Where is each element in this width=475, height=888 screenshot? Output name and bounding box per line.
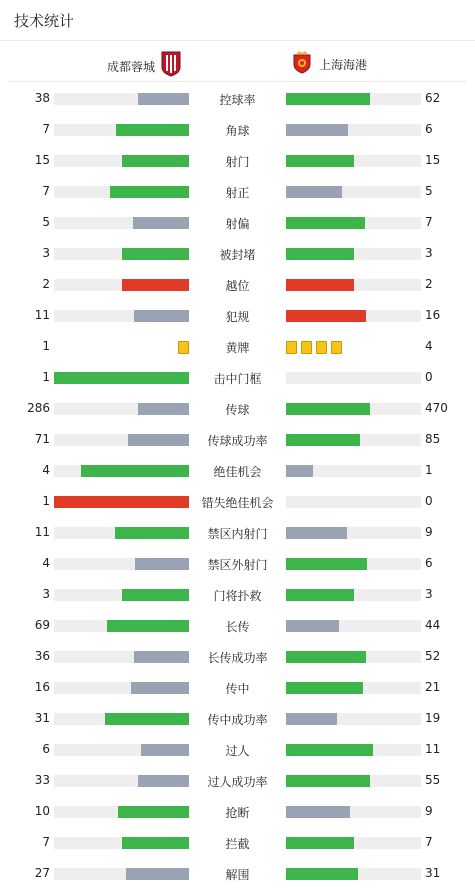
home-value: 5 <box>42 215 50 229</box>
stat-row <box>0 299 475 330</box>
stat-label: 过人 <box>225 744 250 758</box>
home-bar <box>105 713 189 725</box>
home-bar-track <box>54 837 189 849</box>
away-value: 2 <box>425 277 433 291</box>
away-bar-track <box>286 496 421 508</box>
stat-label: 长传 <box>225 620 250 634</box>
stat-row <box>0 795 475 826</box>
stat-row <box>0 640 475 671</box>
away-value: 15 <box>425 153 441 167</box>
stat-row <box>0 764 475 795</box>
stat-row <box>0 516 475 547</box>
stat-label: 黄牌 <box>225 341 250 355</box>
away-bar <box>286 682 363 694</box>
home-bar-track <box>54 558 189 570</box>
home-bar-track <box>54 465 189 477</box>
home-bar-track <box>54 434 189 446</box>
away-bar-track <box>286 806 421 818</box>
away-bar-track <box>286 744 421 756</box>
stat-row <box>0 144 475 175</box>
home-bar-track <box>54 775 189 787</box>
home-bar-track <box>54 279 189 291</box>
away-bar <box>286 744 373 756</box>
away-bar <box>286 93 370 105</box>
stat-label: 射门 <box>225 155 250 169</box>
home-value: 31 <box>34 711 50 725</box>
stat-row <box>0 857 475 888</box>
away-value: 3 <box>425 246 433 260</box>
stat-row <box>0 547 475 578</box>
home-bar <box>138 403 189 415</box>
away-bar <box>286 248 354 260</box>
yellow-card-icon <box>331 341 342 354</box>
stat-row <box>0 423 475 454</box>
home-bar-track <box>54 93 189 105</box>
away-bar-track <box>286 310 421 322</box>
away-bar-track <box>286 651 421 663</box>
away-bar <box>286 279 354 291</box>
home-bar <box>128 434 189 446</box>
away-bar-track <box>286 775 421 787</box>
home-bar <box>138 93 189 105</box>
away-value: 1 <box>425 463 433 477</box>
away-bar-track <box>286 527 421 539</box>
shanghai-port-crest-icon <box>291 50 313 78</box>
home-value: 33 <box>34 773 50 787</box>
home-bar <box>116 124 189 136</box>
away-value: 44 <box>425 618 441 632</box>
stat-row <box>0 826 475 857</box>
away-bar <box>286 651 366 663</box>
home-yellow-cards <box>178 341 189 354</box>
away-value: 31 <box>425 866 441 880</box>
yellow-card-icon <box>286 341 297 354</box>
home-bar <box>122 279 190 291</box>
away-bar <box>286 868 358 880</box>
stat-label: 犯规 <box>225 310 250 324</box>
away-value: 85 <box>425 432 441 446</box>
away-value: 5 <box>425 184 433 198</box>
away-bar-track <box>286 465 421 477</box>
stat-row <box>0 671 475 702</box>
home-bar <box>110 186 189 198</box>
home-value: 6 <box>42 742 50 756</box>
stat-row <box>0 578 475 609</box>
stat-row <box>0 237 475 268</box>
home-bar <box>134 651 189 663</box>
away-value: 6 <box>425 556 433 570</box>
away-value: 55 <box>425 773 441 787</box>
stat-label: 击中门框 <box>213 372 262 386</box>
home-bar-track <box>54 403 189 415</box>
away-value: 0 <box>425 494 433 508</box>
home-value: 15 <box>34 153 50 167</box>
away-bar <box>286 124 348 136</box>
away-bar-track <box>286 713 421 725</box>
stat-row <box>0 702 475 733</box>
away-bar <box>286 620 339 632</box>
home-bar <box>122 589 190 601</box>
yellow-card-icon <box>178 341 189 354</box>
home-bar <box>141 744 189 756</box>
stat-label: 传球成功率 <box>207 434 268 448</box>
home-value: 27 <box>34 866 50 880</box>
home-bar-track <box>54 248 189 260</box>
away-value: 470 <box>425 401 448 415</box>
away-value: 52 <box>425 649 441 663</box>
away-bar-track <box>286 124 421 136</box>
away-value: 11 <box>425 742 441 756</box>
stat-label: 传中成功率 <box>207 713 268 727</box>
chengdu-crest-icon <box>161 51 181 81</box>
stat-row <box>0 609 475 640</box>
home-bar-track <box>54 186 189 198</box>
home-value: 4 <box>42 556 50 570</box>
stat-label: 绝佳机会 <box>213 465 262 479</box>
away-bar-track <box>286 434 421 446</box>
home-bar-track <box>54 744 189 756</box>
away-bar <box>286 558 367 570</box>
home-bar <box>133 217 189 229</box>
away-value: 16 <box>425 308 441 322</box>
stat-label: 越位 <box>225 279 250 293</box>
stat-label: 控球率 <box>219 93 256 107</box>
home-bar-track <box>54 310 189 322</box>
stat-label: 被封堵 <box>219 248 256 262</box>
home-bar <box>122 837 190 849</box>
away-bar-track <box>286 279 421 291</box>
away-bar <box>286 155 354 167</box>
home-value: 11 <box>34 525 50 539</box>
stat-label: 禁区外射门 <box>207 558 268 572</box>
away-team-name: 上海海港 <box>319 57 368 72</box>
home-bar-track <box>54 713 189 725</box>
away-bar-track <box>286 217 421 229</box>
stat-label: 错失绝佳机会 <box>201 496 274 510</box>
stat-row <box>0 175 475 206</box>
away-bar <box>286 403 370 415</box>
away-value: 19 <box>425 711 441 725</box>
page-title: 技术统计 <box>14 12 75 30</box>
home-bar <box>122 248 190 260</box>
yellow-card-icon <box>316 341 327 354</box>
home-bar-track <box>54 868 189 880</box>
home-bar <box>54 372 189 384</box>
teams-header <box>8 41 467 82</box>
home-bar-track <box>54 651 189 663</box>
away-bar <box>286 837 354 849</box>
away-value: 0 <box>425 370 433 384</box>
home-bar-track <box>54 155 189 167</box>
away-value: 3 <box>425 587 433 601</box>
stat-label: 长传成功率 <box>207 651 268 665</box>
stat-label: 射正 <box>225 186 250 200</box>
home-bar-track <box>54 124 189 136</box>
home-bar <box>54 496 189 508</box>
away-yellow-cards <box>286 341 342 354</box>
home-bar-track <box>54 620 189 632</box>
home-bar-track <box>54 682 189 694</box>
home-value: 286 <box>27 401 50 415</box>
away-bar <box>286 217 365 229</box>
home-bar <box>115 527 189 539</box>
away-value: 6 <box>425 122 433 136</box>
home-value: 1 <box>42 370 50 384</box>
away-bar-track <box>286 155 421 167</box>
home-value: 1 <box>42 494 50 508</box>
stat-row <box>0 392 475 423</box>
home-team[interactable] <box>107 51 181 81</box>
away-bar <box>286 713 337 725</box>
home-value: 1 <box>42 339 50 353</box>
stat-label: 传球 <box>225 403 250 417</box>
away-bar-track <box>286 186 421 198</box>
stat-label: 角球 <box>225 124 250 138</box>
stat-row <box>0 361 475 392</box>
away-bar-track <box>286 248 421 260</box>
away-bar-track <box>286 868 421 880</box>
away-bar-track <box>286 620 421 632</box>
home-value: 7 <box>42 184 50 198</box>
stat-label: 过人成功率 <box>207 775 268 789</box>
home-value: 2 <box>42 277 50 291</box>
header <box>0 0 475 41</box>
away-bar-track <box>286 682 421 694</box>
stat-row <box>0 454 475 485</box>
home-bar <box>126 868 189 880</box>
home-value: 38 <box>34 91 50 105</box>
home-value: 11 <box>34 308 50 322</box>
home-value: 7 <box>42 835 50 849</box>
home-bar <box>131 682 189 694</box>
home-bar <box>122 155 190 167</box>
home-value: 36 <box>34 649 50 663</box>
away-bar-track <box>286 403 421 415</box>
home-value: 7 <box>42 122 50 136</box>
away-bar <box>286 775 370 787</box>
home-value: 69 <box>34 618 50 632</box>
away-bar-track <box>286 372 421 384</box>
stat-label: 禁区内射门 <box>207 527 268 541</box>
home-bar <box>135 558 189 570</box>
away-value: 21 <box>425 680 441 694</box>
away-bar <box>286 527 347 539</box>
home-value: 71 <box>34 432 50 446</box>
home-value: 16 <box>34 680 50 694</box>
away-bar <box>286 589 354 601</box>
home-bar <box>118 806 189 818</box>
away-bar <box>286 186 342 198</box>
home-bar-track <box>54 496 189 508</box>
home-bar-track <box>54 589 189 601</box>
away-bar <box>286 310 366 322</box>
home-bar-track <box>54 527 189 539</box>
stat-row <box>0 733 475 764</box>
away-bar <box>286 465 313 477</box>
home-value: 10 <box>34 804 50 818</box>
stat-label: 门将扑救 <box>213 589 262 603</box>
away-value: 4 <box>425 339 433 353</box>
stat-row <box>0 330 475 361</box>
away-value: 62 <box>425 91 441 105</box>
stat-row <box>0 485 475 516</box>
away-bar <box>286 434 360 446</box>
stat-label: 解围 <box>225 868 250 882</box>
stat-row <box>0 268 475 299</box>
away-value: 9 <box>425 804 433 818</box>
away-bar-track <box>286 837 421 849</box>
stat-label: 传中 <box>225 682 250 696</box>
away-value: 7 <box>425 835 433 849</box>
home-bar <box>107 620 189 632</box>
stat-row <box>0 113 475 144</box>
stat-row <box>0 82 475 113</box>
away-value: 7 <box>425 215 433 229</box>
stat-label: 射偏 <box>225 217 250 231</box>
home-bar <box>138 775 189 787</box>
home-value: 3 <box>42 246 50 260</box>
home-bar <box>81 465 189 477</box>
home-bar-track <box>54 217 189 229</box>
away-team[interactable] <box>291 50 367 78</box>
away-bar-track <box>286 558 421 570</box>
home-bar-track <box>54 806 189 818</box>
home-team-name: 成都蓉城 <box>106 59 155 74</box>
home-value: 3 <box>42 587 50 601</box>
home-bar <box>134 310 189 322</box>
away-bar-track <box>286 93 421 105</box>
away-bar-track <box>286 589 421 601</box>
yellow-card-icon <box>301 341 312 354</box>
home-bar-track <box>54 372 189 384</box>
home-value: 4 <box>42 463 50 477</box>
stat-label: 拦截 <box>225 837 250 851</box>
stat-label: 抢断 <box>225 806 250 820</box>
stat-row <box>0 206 475 237</box>
away-bar <box>286 806 350 818</box>
away-value: 9 <box>425 525 433 539</box>
